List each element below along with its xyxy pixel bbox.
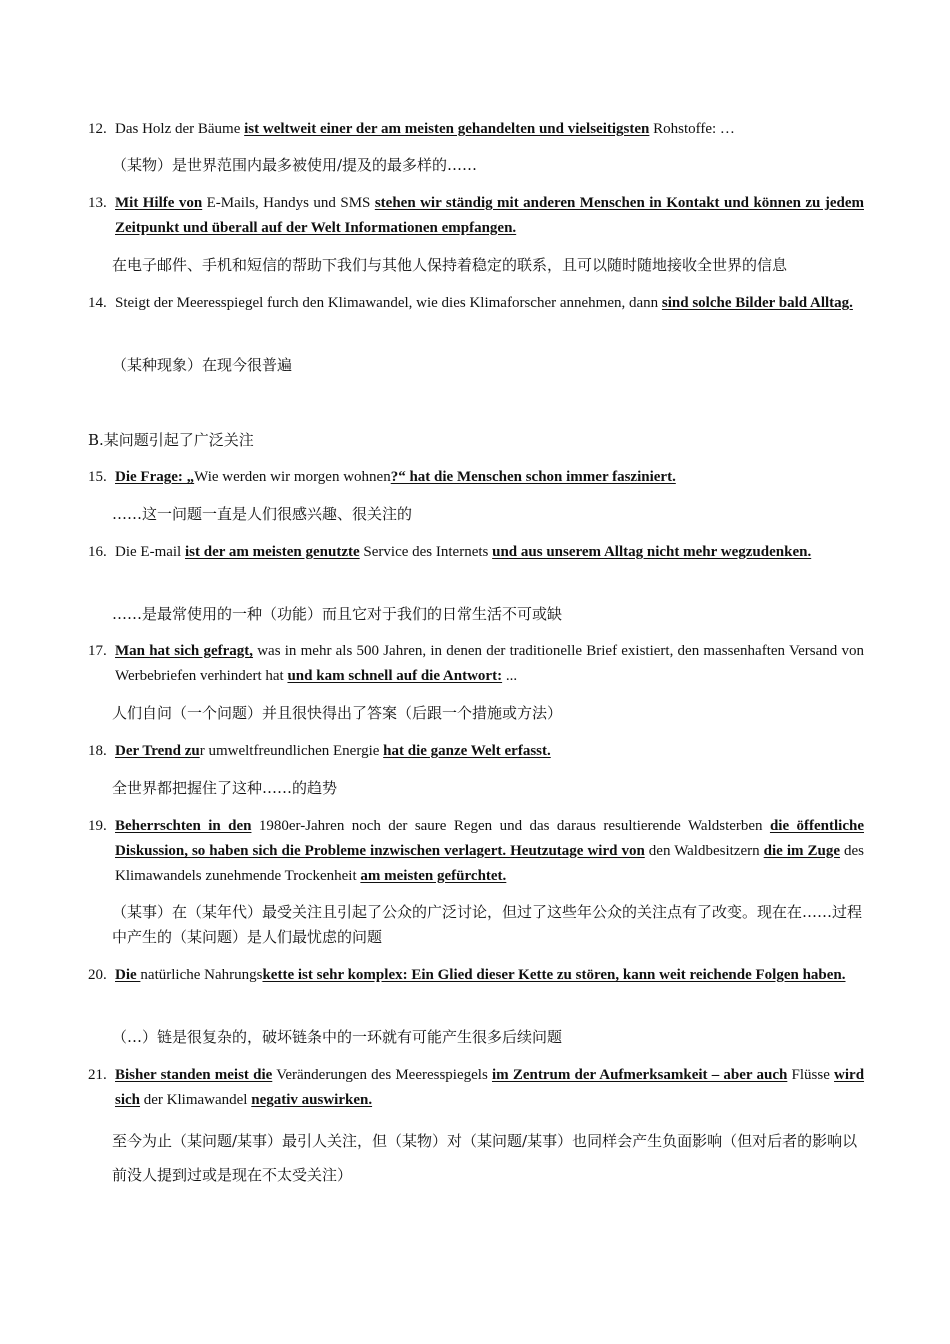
section-heading-b: B.某问题引起了广泛关注 [88,431,254,449]
text-run: den Waldbesitzern [644,843,764,859]
item-19 [88,814,864,889]
key-phrase: Bisher standen meist die [115,1067,273,1083]
text-run: Steigt der Meeresspiegel furch den Klimawandel, wie dies Klimaforscher annehmen, dann [115,295,662,311]
item-15 [88,465,864,490]
text-run: 1980er-Jahren noch der saure Regen und das daraus resultierende Waldsterben [251,818,770,834]
text-run: Veränderungen des Meeresspiegels [272,1067,492,1083]
chinese-translation-16: ……是最常使用的一种（功能）而且它对于我们的日常生活不可或缺 [112,605,563,623]
item-number: 21. [88,1067,107,1083]
chinese-translation-17: 人们自问（一个问题）并且很快得出了答案（后跟一个措施或方法） [112,704,563,722]
text-run: ... [502,668,518,684]
german-sentence [115,117,864,142]
text-run: was in mehr als 500 Jahren, in denen der traditionelle Brief existiert, den massenhaften Versand von Werbebriefen verhindert hat [115,643,864,684]
key-phrase: am meisten gefürchtet. [360,868,507,884]
key-phrase: kette ist sehr komplex: Ein Glied dieser Kette zu stören, kann weit reichende Folgen haben. [262,967,846,983]
german-sentence [115,739,864,764]
key-phrase: die öffentliche Diskussion, so haben sich die Probleme inzwischen verlagert. Heutzutage wird von [115,818,864,859]
item-number: 17. [88,643,107,659]
text-run: des Klimawandels zunehmende Trockenheit [115,843,865,884]
key-phrase: ist weltweit einer der am meisten gehandelten und vielseitigsten [244,121,650,137]
text-run: Flüsse [787,1067,835,1083]
item-number: 20. [88,967,107,983]
german-sentence [115,1063,864,1113]
item-12 [88,117,864,142]
item-13 [88,191,864,241]
item-18 [88,739,864,764]
text-run: E-Mails, Handys und SMS [202,195,375,211]
key-phrase: und kam schnell auf die Antwort: [287,668,503,684]
german-sentence [115,963,864,988]
key-phrase: Mit Hilfe von [115,195,203,211]
german-sentence [115,540,864,565]
chinese-translation-14: （某种现象）在现今很普遍 [112,356,293,374]
text-run: der Klimawandel [140,1092,252,1108]
key-phrase: Die Frage: „ [115,469,195,485]
text-run: Das Holz der Bäume [115,121,245,137]
text-run: Rohstoffe: … [649,121,735,137]
text-run: Die E-mail [115,544,185,560]
key-phrase: stehen wir ständig mit anderen Menschen in Kontakt und können zu jedem Zeitpunkt und überall auf der Welt Informationen empfangen. [115,195,864,236]
item-number: 15. [88,469,107,485]
key-phrase: wird sich [115,1067,865,1108]
key-phrase: ist der am meisten genutzte [184,544,360,560]
item-number: 13. [88,195,107,211]
chinese-translation-19: （某事）在（某年代）最受关注且引起了公众的广泛讨论，但过了这些年公众的关注点有了改变。现在在……过程中产生的（某问题）是人们最忧虑的问题 [112,903,863,946]
chinese-translation-12: （某物）是世界范围内最多被使用/提及的最多样的…… [112,156,478,174]
german-sentence [115,814,864,889]
text-run: r umweltfreundlichen Energie [199,743,384,759]
key-phrase: hat die ganze Welt erfasst. [383,743,551,759]
item-16 [88,540,864,565]
key-phrase: im Zentrum der Aufmerksamkeit – aber auch [491,1067,788,1083]
key-phrase: Man hat sich gefragt, [115,643,254,659]
item-number: 14. [88,295,107,311]
chinese-translation-21: 至今为止（某问题/某事）最引人关注，但（某物）对（某问题/某事）也同样会产生负面影响（但对后者的影响以前没人提到过或是现在不太受关注） [112,1132,858,1184]
chinese-translation-18: 全世界都把握住了这种……的趋势 [112,779,338,797]
key-phrase: Beherrschten in den [115,818,252,834]
key-phrase: die im Zuge [763,843,840,859]
german-sentence [115,639,864,689]
key-phrase: sind solche Bilder bald Alltag. [661,295,853,311]
key-phrase: negativ auswirken. [251,1092,373,1108]
item-number: 16. [88,544,107,560]
german-sentence [115,291,864,316]
key-phrase: und aus unserem Alltag nicht mehr wegzudenken. [492,544,812,560]
item-number: 12. [88,121,107,137]
key-phrase: ?“ hat die Menschen schon immer fasziniert. [390,469,676,485]
item-14 [88,291,864,316]
german-sentence [115,465,864,490]
german-sentence [115,191,864,241]
chinese-translation-20: （…）链是很复杂的，破坏链条中的一环就有可能产生很多后续问题 [112,1028,563,1046]
key-phrase: Der Trend zu [115,743,200,759]
text-run: Wie werden wir morgen wohnen [194,469,391,485]
chinese-translation-15: ……这一问题一直是人们很感兴趣、很关注的 [112,505,413,523]
item-21 [88,1063,864,1113]
text-run: Service des Internets [359,544,493,560]
item-17 [88,639,864,689]
chinese-translation-13: 在电子邮件、手机和短信的帮助下我们与其他人保持着稳定的联系，且可以随时随地接收全世界的信息 [112,256,788,274]
text-run: natürliche Nahrungs [140,967,263,983]
item-20 [88,963,864,988]
item-number: 18. [88,743,107,759]
key-phrase: Die [115,967,141,983]
item-number: 19. [88,818,107,834]
